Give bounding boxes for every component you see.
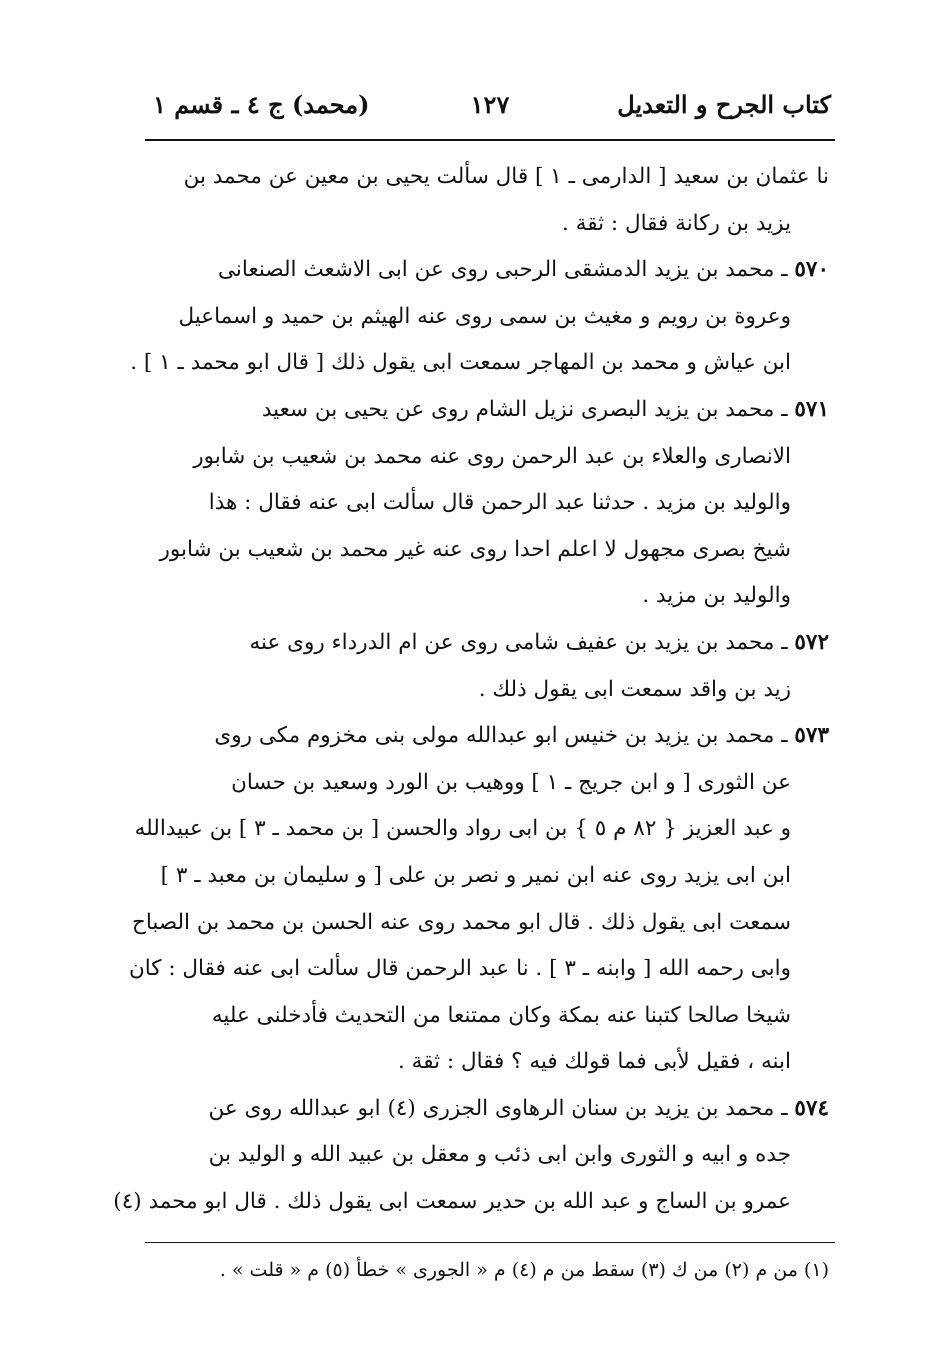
line-text: الانصارى والعلاء بن عبد الرحمن روى عنه محمد بن شعيب بن شابور [193,443,791,469]
text-line [130,340,835,387]
text-line [145,853,835,900]
line-text: ـ محمد بن يزيد البصرى نزيل الشام روى عن يحيى بن سعيد [261,396,795,422]
line-text: والوليد بن مزيد . [642,583,791,609]
text-line [145,434,835,481]
text-line [145,993,835,1040]
entry-line-numbered [145,620,835,667]
page-header [145,82,835,138]
line-text: عن الثورى [ و ابن جريج ـ ١ ] ووهيب بن الورد وسعيد بن حسان [231,769,791,795]
line-text: عمرو بن الساج و عبد الله بن حدير سمعت ابى يقول ذلك . قال ابو محمد (٤) [113,1189,791,1215]
header-rule [145,139,835,141]
footnote: (١) من م (٢) من ك (٣) سقط من م (٤) م « الجورى » خطأ (٥) م « قلت » . [219,1259,829,1281]
entry-number: ٥٧١ [794,396,829,422]
line-text: والوليد بن مزيد . حدثنا عبد الرحمن قال سألت ابى عنه فقال : هذا [208,490,791,516]
line-text: زيد بن واقد سمعت ابى يقول ذلك . [478,676,791,702]
entry-number: ٥٧٤ [794,1095,829,1121]
line-text: ـ محمد بن يزيد بن سنان الرهاوى الجزرى (٤) ابو عبدالله روى عن [208,1095,795,1121]
document-page [113,82,835,1302]
line-text: يزيد بن ركانة فقال : ثقة . [562,210,791,236]
line-text: ـ محمد بن يزيد بن عفيف شامى روى عن ام الدرداء روى عنه [249,629,795,655]
line-text: ـ محمد بن يزيد بن خنيس ابو عبدالله مولى بنى مخزوم مكى روى [214,723,795,749]
footnote-rule [145,1242,835,1243]
text-line [131,900,835,947]
text-line [145,527,835,574]
line-text: وعروة بن رويم و مغيث بن سمى روى عنه الهيثم بن حميد و اسماعيل [178,303,791,329]
line-text: ـ محمد بن يزيد الدمشقى الرحبى روى عن ابى الاشعث الصنعانى [218,257,795,283]
line-text: شيخا صالحا كتبنا عنه بمكة وكان ممتنعا من التحديث فأدخلنى عليه [211,1002,791,1028]
line-text: جده و ابيه و الثورى وابن ابى ذئب و معقل بن عبيد الله و الوليد بن [208,1142,791,1168]
body-text [113,154,835,1226]
text-line [145,1132,835,1179]
text-line [145,294,835,341]
page-number: ١٢٧ [470,90,510,119]
text-line [145,1039,835,1086]
text-line [145,480,835,527]
line-text: شيخ بصرى مجهول لا اعلم احدا روى عنه غير محمد بن شعيب بن شابور [159,536,791,562]
line-text: وابى رحمه الله [ وابنه ـ ٣ ] . نا عبد الرحمن قال سألت ابى عنه فقال : كان [128,956,791,982]
line-text: سمعت ابى يقول ذلك . قال ابو محمد روى عنه الحسن بن محمد بن الصباح [131,909,791,935]
book-title: كتاب الجرح و التعديل [617,90,831,119]
text-line [145,667,835,714]
line-text: نا عثمان بن سعيد [ الدارمى ـ ١ ] قال سألت يحيى بن معين عن محمد بن [183,164,829,189]
line-text: ابن عياش و محمد بن المهاجر سمعت ابى يقول ذلك [ قال ابو محمد ـ ١ ] . [130,350,791,376]
entry-line-numbered [145,1086,835,1133]
text-line [145,760,835,807]
entry-number: ٥٧٢ [794,629,829,655]
line-text: ابن ابى يزيد روى عنه ابن نمير و نصر بن على [ و سليمان بن معبد ـ ٣ ] [160,862,791,888]
entry-line-numbered [145,247,835,294]
text-line [134,806,835,853]
text-line [113,1179,835,1226]
line-text: ابنه ، فقيل لأبى فما قولك فيه ؟ فقال : ثقة . [398,1049,791,1075]
text-line [128,946,835,993]
entry-line-numbered [145,713,835,760]
entry-number: ٥٧٠ [794,257,829,283]
text-line [145,201,835,248]
section-label: (محمد) ج ٤ ـ قسم ١ [153,90,370,119]
entry-line-numbered [145,387,835,434]
line-text: و عبد العزيز { ٨٢ م ٥ } بن ابى رواد والحسن [ بن محمد ـ ٣ ] بن عبيدالله [134,816,791,842]
text-line [145,154,835,201]
entry-number: ٥٧٣ [794,723,829,749]
text-line [145,573,835,620]
